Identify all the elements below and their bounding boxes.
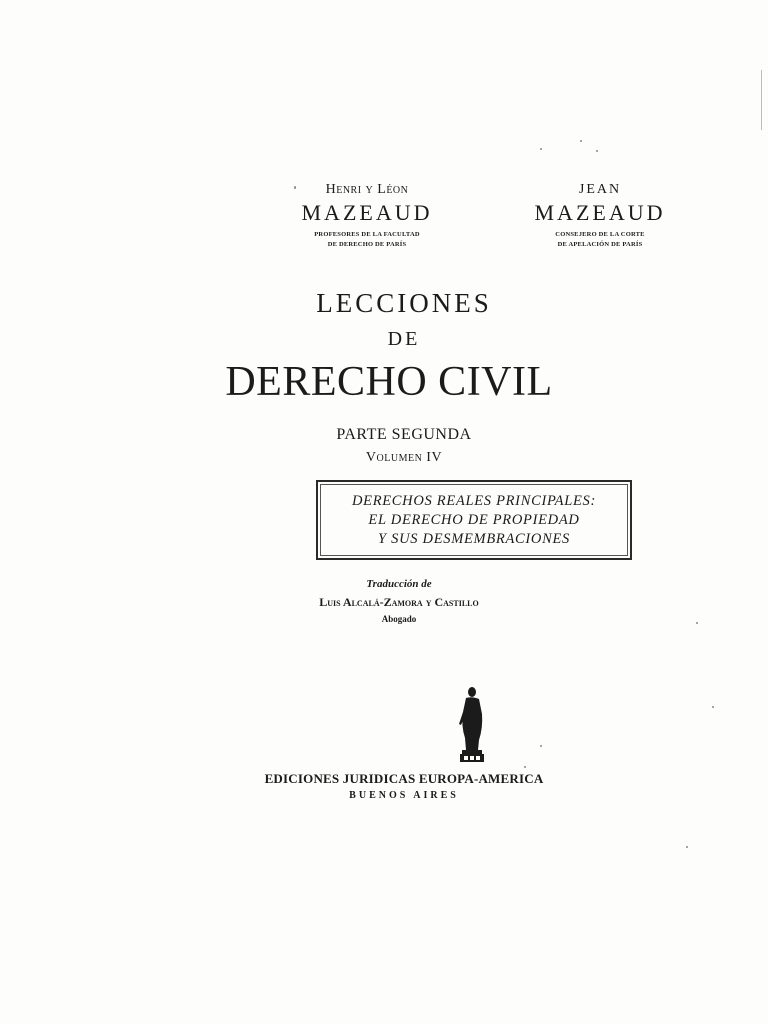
translator-name: Luis Alcalá-Zamora y Castillo: [319, 595, 479, 609]
author-left-names: Henri y Léon: [325, 182, 409, 197]
title-line-2: DE: [387, 328, 421, 350]
translator-role: Abogado: [381, 614, 417, 624]
subtitle-box: [316, 480, 632, 560]
author-left: [292, 182, 442, 250]
scan-speck: [524, 766, 526, 768]
volume-label: Volumen IV: [365, 450, 443, 465]
scan-edge-line: [761, 70, 762, 130]
title-line-1: LECCIONES: [316, 288, 492, 318]
author-right-affiliation-2: DE APELACIÓN DE PARÍS: [557, 241, 643, 248]
publisher-name: EDICIONES JURIDICAS EUROPA-AMERICA: [264, 771, 544, 786]
scan-speck: [540, 745, 542, 747]
author-right-names: JEAN: [578, 182, 622, 197]
author-left-affiliation-1: PROFESORES DE LA FACULTAD: [314, 231, 420, 238]
part-volume: [0, 425, 768, 468]
publisher-imprint: [0, 770, 768, 804]
author-right-surname: MAZEAUD: [534, 200, 666, 225]
author-right: [520, 182, 680, 250]
publisher-emblem-icon: [452, 684, 492, 764]
subtitle-line-2: EL DERECHO DE PROPIEDAD: [368, 511, 580, 528]
scan-speck: [596, 150, 598, 152]
part-label: PARTE SEGUNDA: [336, 426, 472, 443]
book-title: [0, 285, 768, 409]
authors-header: [0, 182, 768, 262]
scan-speck: [686, 846, 688, 848]
author-right-affiliation-1: CONSEJERO DE LA CORTE: [555, 231, 645, 238]
subtitle-line-3: Y SUS DESMEMBRACIONES: [378, 530, 570, 547]
scan-speck: [580, 140, 582, 142]
translation-credit: [0, 576, 768, 626]
author-left-surname: MAZEAUD: [301, 200, 433, 225]
subtitle-inner-frame: [320, 484, 628, 556]
scan-speck: [712, 706, 714, 708]
translation-label: Traducción de: [366, 578, 432, 590]
publisher-city: BUENOS AIRES: [349, 790, 459, 801]
subtitle-line-1: DERECHOS REALES PRINCIPALES:: [351, 492, 597, 509]
author-left-affiliation-2: DE DERECHO DE PARÍS: [327, 241, 407, 248]
title-line-3: DERECHO CIVIL: [225, 359, 553, 405]
scan-speck: [540, 148, 542, 150]
